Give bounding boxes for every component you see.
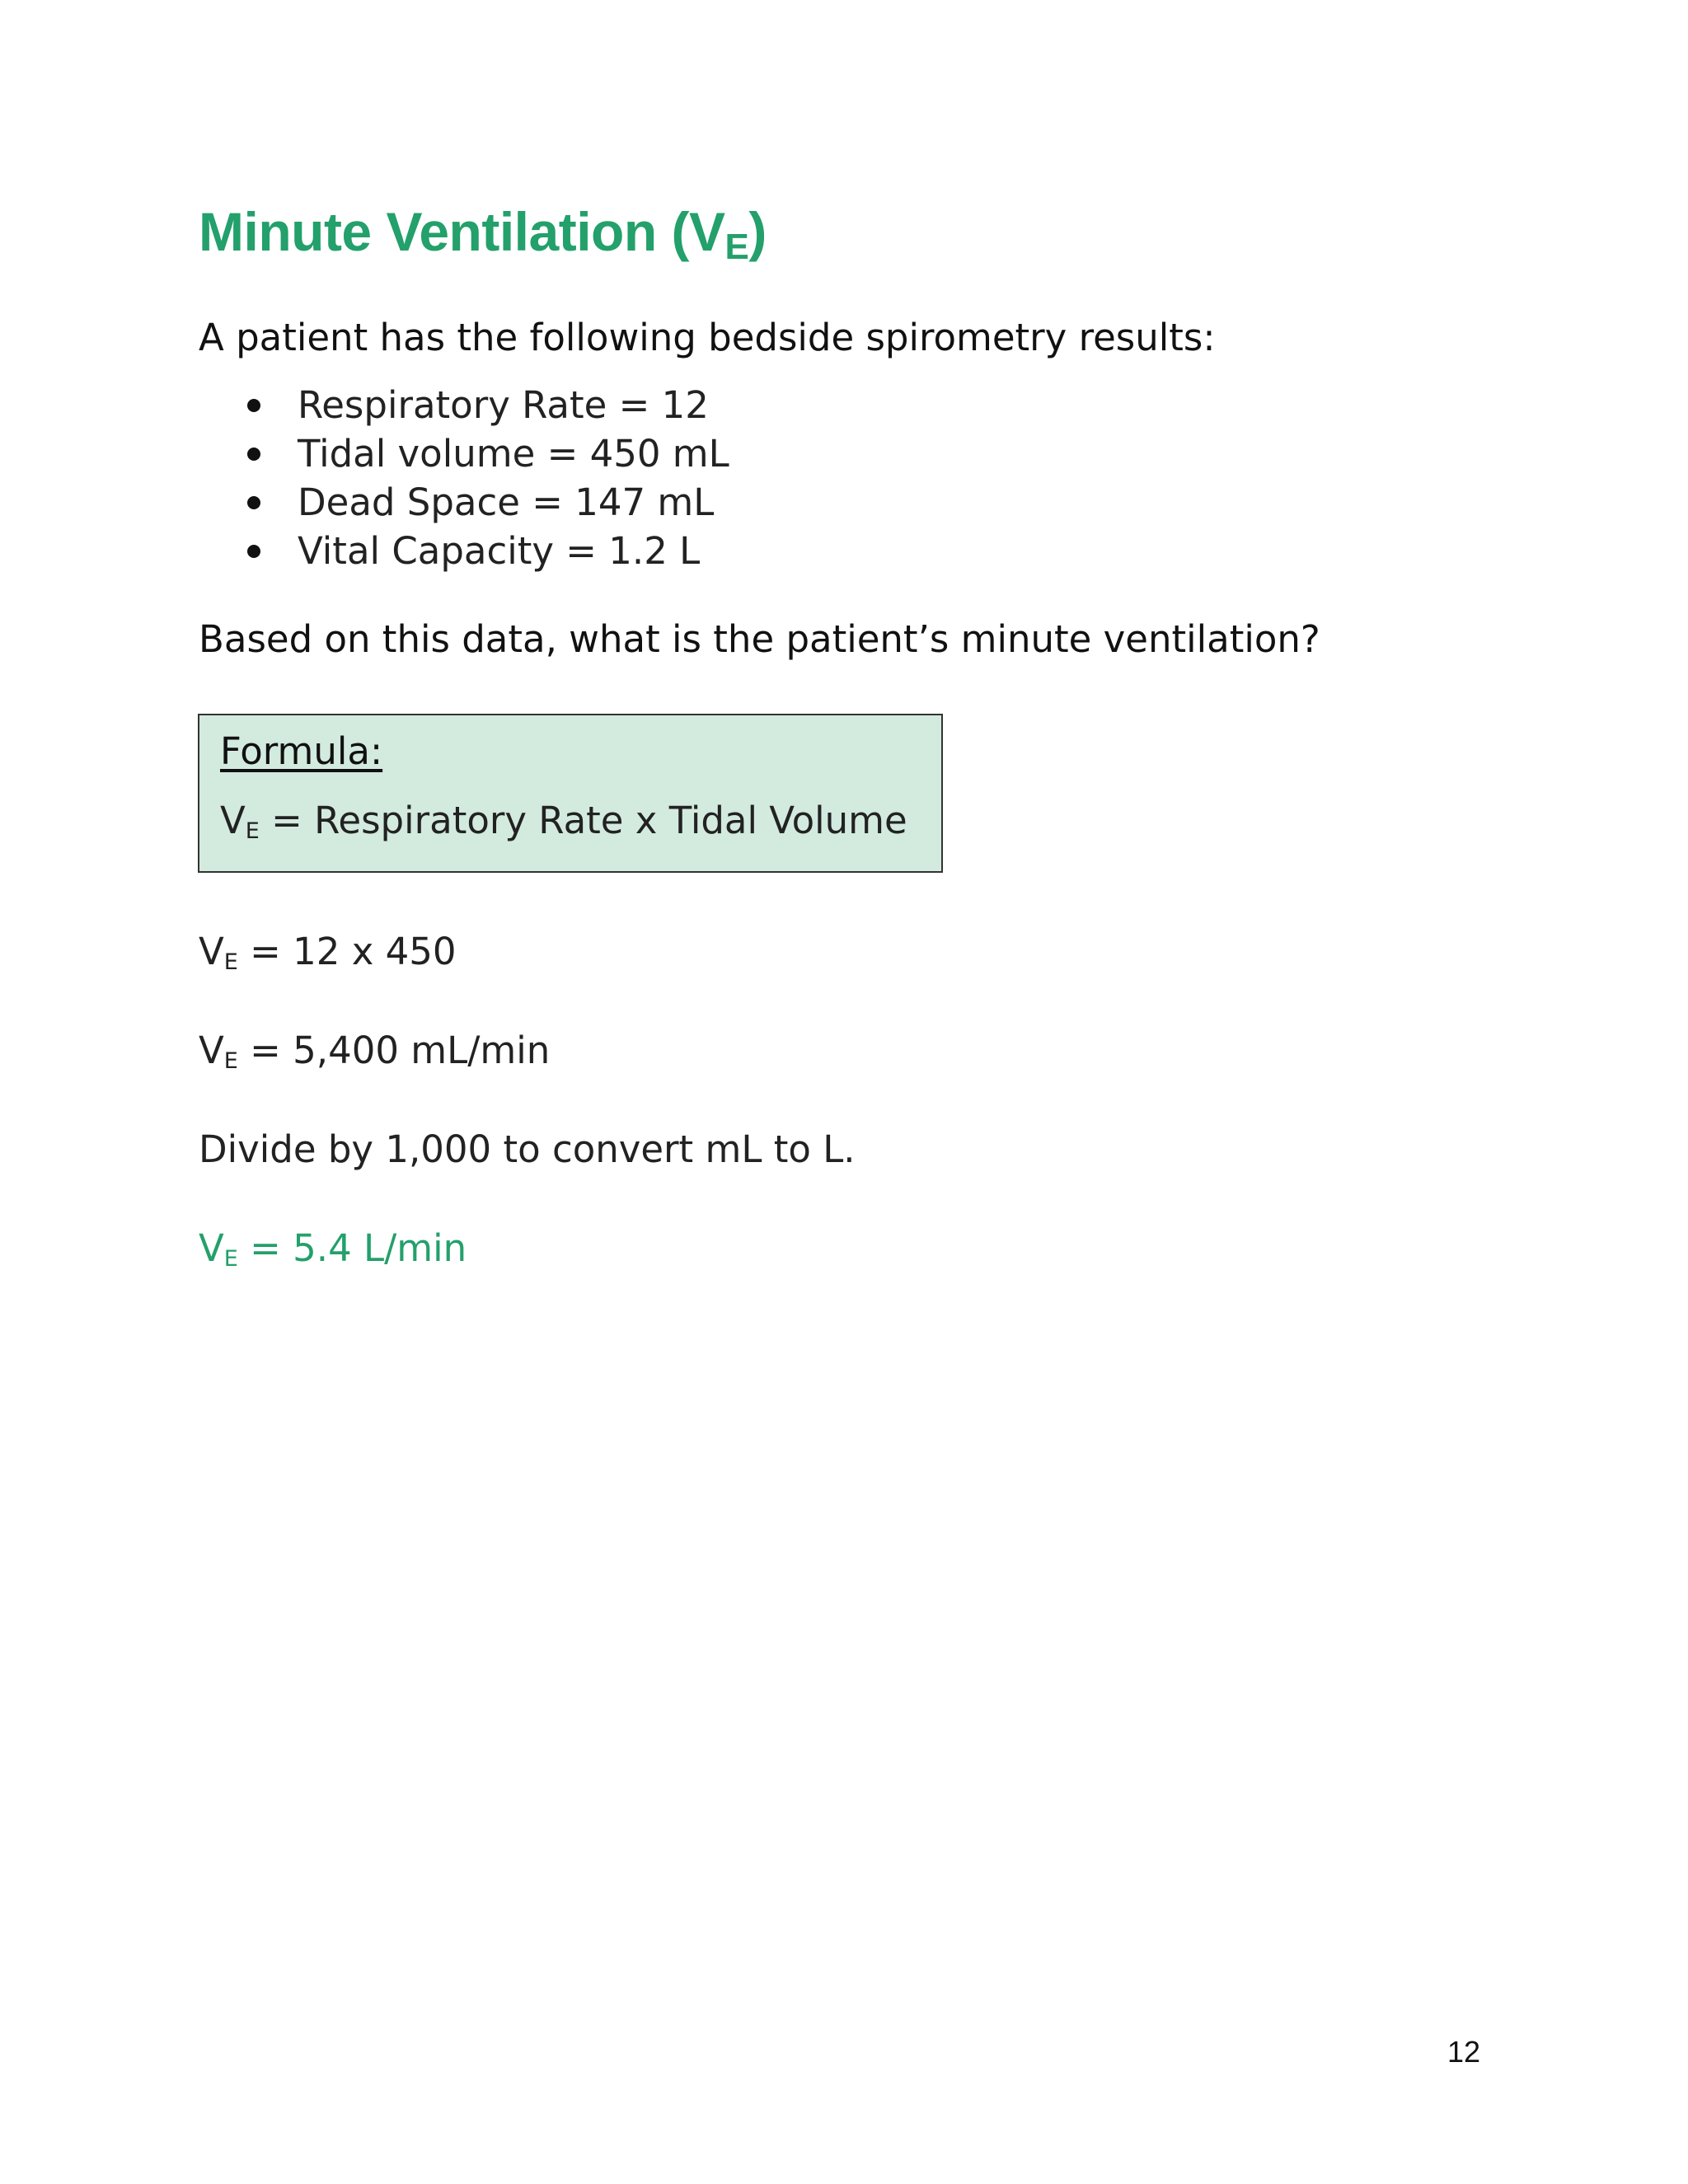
- page-title: [199, 194, 767, 284]
- step-symbol: V: [199, 930, 224, 973]
- formula-box: [198, 714, 943, 873]
- result-text: Vital Capacity = 1.2 L: [298, 529, 701, 573]
- answer-symbol: V: [199, 1226, 224, 1270]
- calculation-step-2: [199, 1026, 550, 1086]
- step-symbol: V: [199, 1029, 224, 1072]
- formula-symbol: V: [220, 799, 246, 842]
- list-item: [199, 381, 729, 429]
- bullet-icon: [247, 496, 260, 509]
- answer-expression: = 5.4 L/min: [237, 1226, 467, 1270]
- result-text: Dead Space = 147 mL: [298, 480, 715, 524]
- list-item: [199, 429, 729, 478]
- result-text: Respiratory Rate = 12: [298, 383, 709, 427]
- formula-expression: = Respiratory Rate x Tidal Volume: [259, 799, 907, 842]
- formula-subscript: E: [245, 818, 260, 844]
- list-item: [199, 478, 729, 527]
- result-text: Tidal volume = 450 mL: [298, 432, 729, 476]
- step-expression: = 12 x 450: [237, 930, 457, 973]
- step-subscript: E: [223, 1048, 238, 1074]
- bullet-icon: [247, 545, 260, 558]
- answer-subscript: E: [223, 1246, 238, 1272]
- calculation-step-1: [199, 927, 457, 987]
- page-number: 12: [1447, 2035, 1480, 2069]
- intro-text: A patient has the following bedside spirometry results:: [199, 316, 1216, 359]
- title-text: Minute Ventilation (V: [199, 201, 725, 262]
- conversion-note: Divide by 1,000 to convert mL to L.: [199, 1127, 856, 1171]
- title-subscript: E: [724, 227, 749, 267]
- formula-equation: [220, 796, 907, 856]
- bullet-icon: [247, 448, 260, 461]
- step-subscript: E: [223, 949, 238, 975]
- final-answer: [199, 1224, 467, 1284]
- bullet-icon: [247, 399, 260, 412]
- question-text: Based on this data, what is the patient’s minute ventilation?: [199, 617, 1320, 661]
- list-item: [199, 527, 729, 575]
- formula-label: Formula:: [220, 729, 383, 773]
- step-expression: = 5,400 mL/min: [237, 1029, 551, 1072]
- spirometry-results-list: [199, 381, 729, 575]
- title-close: ): [748, 201, 767, 262]
